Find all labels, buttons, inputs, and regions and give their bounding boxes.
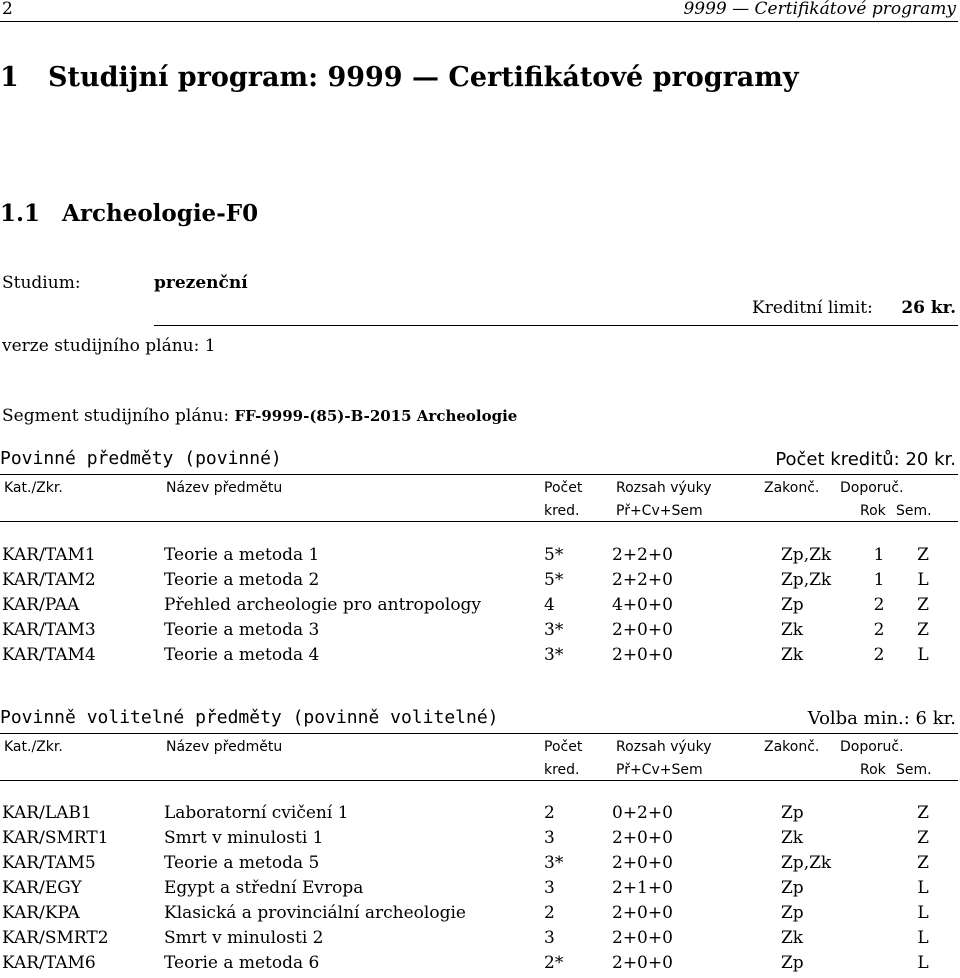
- course-year: 1: [873, 545, 885, 565]
- course-name: Klasická a provinciální archeologie: [164, 903, 466, 923]
- credit-limit-label: Kreditní limit:: [752, 298, 873, 318]
- table-row: [0, 928, 958, 953]
- col-doporuc: Doporuč.: [840, 480, 904, 496]
- table-row: [0, 878, 958, 903]
- course-code: KAR/TAM1: [2, 545, 96, 565]
- course-semester: Z: [917, 620, 929, 640]
- chapter-number: 1: [0, 62, 19, 93]
- course-year: 2: [873, 645, 885, 665]
- col-sem: Sem.: [896, 762, 932, 778]
- table-row: [0, 903, 958, 928]
- course-completion: Zp: [781, 903, 804, 923]
- course-credits: 5*: [544, 570, 564, 590]
- course-name: Teorie a metoda 1: [164, 545, 320, 565]
- course-hours: 2+0+0: [612, 903, 673, 923]
- course-credits: 4: [544, 595, 555, 615]
- course-completion: Zk: [781, 645, 804, 665]
- table-row: [0, 545, 958, 570]
- segment-label: Segment studijního plánu:: [2, 406, 230, 426]
- course-credits: 3*: [544, 645, 564, 665]
- col-rok: Rok: [860, 503, 886, 519]
- course-semester: L: [917, 878, 929, 898]
- table-row: [0, 570, 958, 595]
- course-hours: 2+1+0: [612, 878, 673, 898]
- course-completion: Zk: [781, 620, 804, 640]
- course-semester: L: [917, 953, 929, 973]
- table-row: [0, 620, 958, 645]
- course-completion: Zp,Zk: [781, 853, 832, 873]
- course-credits: 2: [544, 803, 555, 823]
- col-doporuc: Doporuč.: [840, 739, 904, 755]
- course-name: Teorie a metoda 4: [164, 645, 320, 665]
- course-completion: Zp,Zk: [781, 570, 832, 590]
- column-header-mandatory: [0, 474, 958, 522]
- course-semester: Z: [917, 853, 929, 873]
- col-name: Název předmětu: [166, 480, 283, 496]
- col-kat: Kat./Zkr.: [4, 739, 63, 755]
- course-semester: Z: [917, 803, 929, 823]
- course-code: KAR/KPA: [2, 903, 80, 923]
- course-name: Teorie a metoda 5: [164, 853, 320, 873]
- course-code: KAR/TAM4: [2, 645, 96, 665]
- course-hours: 2+0+0: [612, 828, 673, 848]
- table-row: [0, 803, 958, 828]
- course-name: Teorie a metoda 2: [164, 570, 320, 590]
- course-code: KAR/LAB1: [2, 803, 92, 823]
- col-name: Název předmětu: [166, 739, 283, 755]
- course-hours: 2+0+0: [612, 620, 673, 640]
- course-credits: 5*: [544, 545, 564, 565]
- plan-version: verze studijního plánu: 1: [2, 336, 216, 356]
- course-completion: Zp: [781, 878, 804, 898]
- group-credits-elective: Volba min.: 6 kr.: [807, 708, 956, 729]
- group-credits-mandatory: Počet kreditů: 20 kr.: [775, 449, 956, 470]
- table-mandatory: [0, 545, 958, 670]
- segment-line: [2, 406, 517, 426]
- col-prcv: Př+Cv+Sem: [616, 762, 703, 778]
- study-form-label: Studium:: [2, 273, 81, 293]
- section-number: 1.1: [0, 200, 41, 227]
- course-credits: 2: [544, 903, 555, 923]
- course-semester: Z: [917, 545, 929, 565]
- course-semester: Z: [917, 595, 929, 615]
- col-zakonc: Zakonč.: [764, 480, 820, 496]
- col-kred: kred.: [544, 762, 580, 778]
- course-completion: Zk: [781, 928, 804, 948]
- course-name: Laboratorní cvičení 1: [164, 803, 349, 823]
- course-code: KAR/TAM2: [2, 570, 96, 590]
- course-hours: 2+0+0: [612, 645, 673, 665]
- col-zakonc: Zakonč.: [764, 739, 820, 755]
- col-pocet: Počet: [544, 739, 583, 755]
- course-hours: 2+0+0: [612, 953, 673, 973]
- section-heading: [0, 200, 258, 227]
- col-pocet: Počet: [544, 480, 583, 496]
- course-completion: Zp,Zk: [781, 545, 832, 565]
- chapter-title: Studijní program: 9999 — Certifikátové programy: [48, 62, 799, 93]
- course-credits: 3: [544, 878, 555, 898]
- study-rule: [154, 325, 958, 326]
- course-semester: Z: [917, 828, 929, 848]
- course-credits: 3*: [544, 620, 564, 640]
- course-completion: Zp: [781, 803, 804, 823]
- course-code: KAR/SMRT2: [2, 928, 109, 948]
- col-prcv: Př+Cv+Sem: [616, 503, 703, 519]
- course-code: KAR/TAM6: [2, 953, 96, 973]
- course-name: Egypt a střední Evropa: [164, 878, 364, 898]
- course-semester: L: [917, 570, 929, 590]
- course-code: KAR/TAM5: [2, 853, 96, 873]
- running-title: 9999 — Certifikátové programy: [683, 0, 956, 19]
- course-credits: 2*: [544, 953, 564, 973]
- course-credits: 3: [544, 828, 555, 848]
- course-code: KAR/PAA: [2, 595, 80, 615]
- course-code: KAR/EGY: [2, 878, 82, 898]
- table-row: [0, 645, 958, 670]
- course-year: 2: [873, 595, 885, 615]
- col-sem: Sem.: [896, 503, 932, 519]
- course-completion: Zk: [781, 828, 804, 848]
- course-hours: 4+0+0: [612, 595, 673, 615]
- course-semester: L: [917, 645, 929, 665]
- table-row: [0, 828, 958, 853]
- course-code: KAR/TAM3: [2, 620, 96, 640]
- course-hours: 2+2+0: [612, 570, 673, 590]
- study-form-value: prezenční: [154, 273, 248, 293]
- course-name: Teorie a metoda 3: [164, 620, 320, 640]
- course-name: Teorie a metoda 6: [164, 953, 320, 973]
- course-completion: Zp: [781, 953, 804, 973]
- col-kred: kred.: [544, 503, 580, 519]
- group-title-mandatory: Povinné předměty (povinné): [0, 448, 282, 469]
- group-title-elective: Povinně volitelné předměty (povinně volitelné): [0, 707, 499, 728]
- table-row: [0, 953, 958, 978]
- course-year: 2: [873, 620, 885, 640]
- col-rozsah: Rozsah výuky: [616, 480, 712, 496]
- table-row: [0, 853, 958, 878]
- col-kat: Kat./Zkr.: [4, 480, 63, 496]
- course-hours: 2+0+0: [612, 853, 673, 873]
- table-row: [0, 595, 958, 620]
- course-name: Smrt v minulosti 1: [164, 828, 324, 848]
- col-rozsah: Rozsah výuky: [616, 739, 712, 755]
- course-year: 1: [873, 570, 885, 590]
- course-completion: Zp: [781, 595, 804, 615]
- course-semester: L: [917, 903, 929, 923]
- course-code: KAR/SMRT1: [2, 828, 109, 848]
- course-credits: 3: [544, 928, 555, 948]
- header-rule: [0, 21, 958, 22]
- section-title: Archeologie-F0: [62, 200, 259, 227]
- course-credits: 3*: [544, 853, 564, 873]
- course-name: Smrt v minulosti 2: [164, 928, 324, 948]
- page-number: 2: [2, 0, 13, 19]
- course-semester: L: [917, 928, 929, 948]
- course-name: Přehled archeologie pro antropology: [164, 595, 482, 615]
- column-header-elective: [0, 733, 958, 781]
- course-hours: 2+2+0: [612, 545, 673, 565]
- segment-value: FF-9999-(85)-B-2015 Archeologie: [234, 407, 518, 425]
- table-elective: [0, 803, 958, 978]
- col-rok: Rok: [860, 762, 886, 778]
- course-hours: 2+0+0: [612, 928, 673, 948]
- chapter-heading: [0, 62, 799, 93]
- credit-limit-value: 26 kr.: [901, 298, 956, 318]
- course-hours: 0+2+0: [612, 803, 673, 823]
